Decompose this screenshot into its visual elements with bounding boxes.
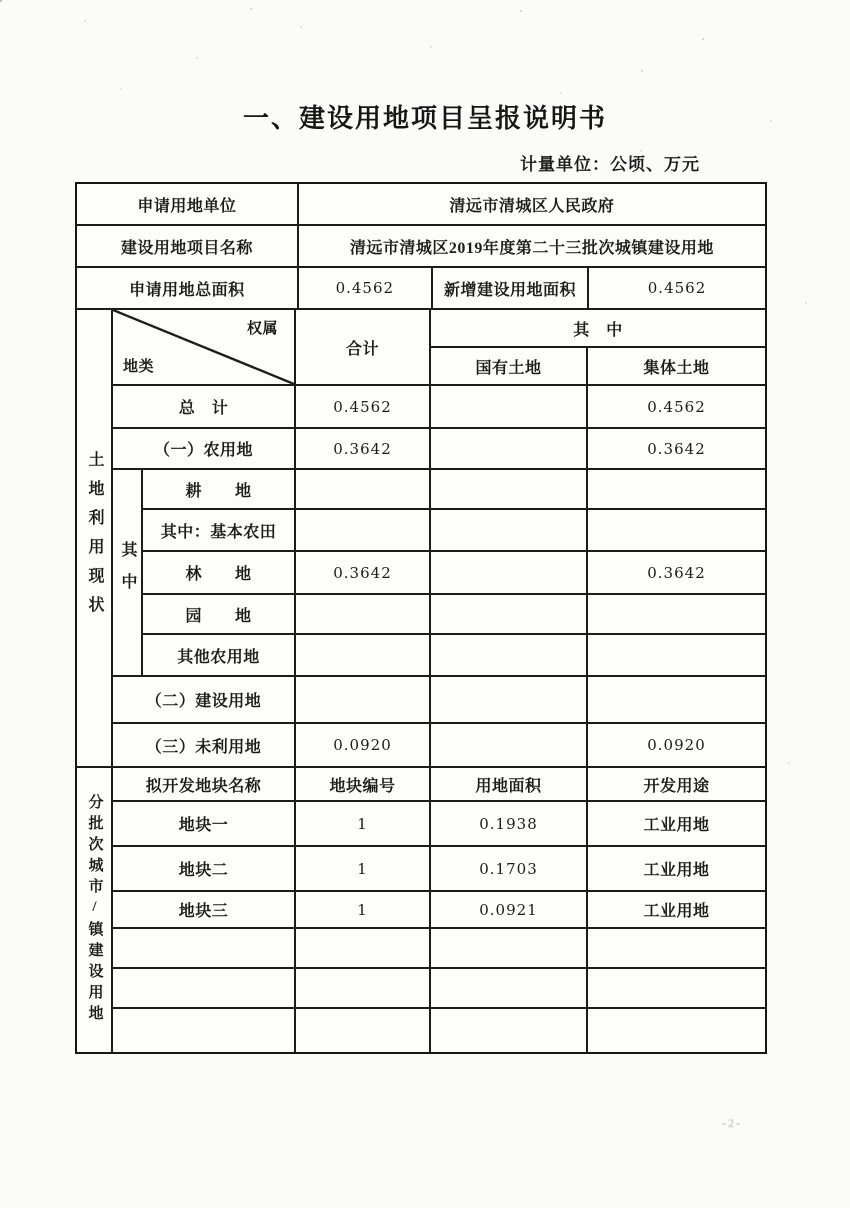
land-use-section xyxy=(77,310,765,768)
table-row-forest xyxy=(143,552,765,595)
new-area-label-cell: 新增建设用地面积 xyxy=(433,268,589,310)
table-row-agricultural xyxy=(113,429,765,470)
state-land-cell xyxy=(431,677,588,724)
page-title: 一、建设用地项目呈报说明书 xyxy=(242,103,607,133)
table-row-plot-3 xyxy=(113,892,765,929)
total-area-value-cell: 0.4562 xyxy=(299,268,433,310)
row-label-cell: 林 地 xyxy=(143,552,296,595)
total-cell: 0.4562 xyxy=(296,386,431,429)
table-row-unused xyxy=(113,724,765,768)
total-cell xyxy=(296,470,431,510)
plot-area-header: 用地面积 xyxy=(431,768,588,802)
plot-name-cell xyxy=(113,1009,296,1052)
total-cell: 0.0920 xyxy=(296,724,431,768)
plot-number-cell: 1 xyxy=(296,847,431,892)
plot-use-cell: 工业用地 xyxy=(588,802,765,847)
plots-section-label-cell xyxy=(77,768,113,1052)
collective-land-cell xyxy=(588,470,765,510)
collective-land-cell: 0.4562 xyxy=(588,386,765,429)
table-row-empty xyxy=(113,969,765,1009)
table-row-project xyxy=(77,226,765,268)
land-use-section-label-cell xyxy=(77,310,113,768)
state-land-cell xyxy=(431,595,588,635)
subgroup-label: 其中 xyxy=(119,540,136,605)
table-row-plot-2 xyxy=(113,847,765,892)
table-row-grand-total xyxy=(113,386,765,429)
project-value-cell: 清远市清城区2019年度第二十三批次城镇建设用地 xyxy=(299,226,765,268)
plot-number-cell: 1 xyxy=(296,892,431,929)
row-label-cell: （三）未利用地 xyxy=(113,724,296,768)
total-cell xyxy=(296,510,431,552)
plots-section xyxy=(77,768,765,1052)
scan-noise xyxy=(0,0,2,2)
agricultural-subgroup xyxy=(113,470,765,677)
plot-area-cell: 0.1938 xyxy=(431,802,588,847)
table-row-empty xyxy=(113,929,765,969)
plot-area-cell xyxy=(431,969,588,1009)
collective-land-cell xyxy=(588,635,765,677)
row-label-cell: 其他农用地 xyxy=(143,635,296,677)
plot-name-cell: 地块二 xyxy=(113,847,296,892)
land-use-header-row xyxy=(113,310,765,386)
report-table xyxy=(75,182,767,1054)
table-row-garden xyxy=(143,595,765,635)
plots-section-label: 分批次城市/镇建设用地 xyxy=(86,794,103,1026)
plot-number-cell xyxy=(296,929,431,969)
collective-land-cell xyxy=(588,595,765,635)
plot-name-cell: 地块三 xyxy=(113,892,296,929)
total-column-header: 合计 xyxy=(296,310,431,386)
plot-name-cell xyxy=(113,929,296,969)
plot-use-cell xyxy=(588,969,765,1009)
plot-use-cell: 工业用地 xyxy=(588,892,765,929)
row-label-cell: 总 计 xyxy=(113,386,296,429)
state-land-cell xyxy=(431,386,588,429)
table-row-area xyxy=(77,268,765,310)
plot-number-header: 地块编号 xyxy=(296,768,431,802)
new-area-value-cell: 0.4562 xyxy=(589,268,765,310)
plot-area-cell: 0.1703 xyxy=(431,847,588,892)
collective-land-cell: 0.3642 xyxy=(588,552,765,595)
land-use-section-label: 土地利用现状 xyxy=(86,451,103,625)
table-row-plot-1 xyxy=(113,802,765,847)
collective-land-cell xyxy=(588,677,765,724)
total-cell xyxy=(296,595,431,635)
state-land-cell xyxy=(431,429,588,470)
state-land-cell xyxy=(431,724,588,768)
state-land-cell xyxy=(431,552,588,595)
total-cell xyxy=(296,635,431,677)
plot-area-cell: 0.0921 xyxy=(431,892,588,929)
total-cell: 0.3642 xyxy=(296,429,431,470)
applicant-value-cell: 清远市清城区人民政府 xyxy=(299,184,765,226)
state-land-cell xyxy=(431,510,588,552)
diagonal-header-cell xyxy=(113,310,296,386)
total-cell xyxy=(296,677,431,724)
table-row-basic-farmland xyxy=(143,510,765,552)
plot-use-cell xyxy=(588,1009,765,1052)
table-row-construction xyxy=(113,677,765,724)
plots-body xyxy=(113,768,765,1052)
table-row-other-agricultural xyxy=(143,635,765,677)
collective-land-cell: 0.0920 xyxy=(588,724,765,768)
applicant-label-cell: 申请用地单位 xyxy=(77,184,299,226)
row-label-cell: （二）建设用地 xyxy=(113,677,296,724)
row-label-cell: （一）农用地 xyxy=(113,429,296,470)
table-row-applicant xyxy=(77,184,765,226)
collective-land-cell: 0.3642 xyxy=(588,429,765,470)
unit-note: 计量单位：公顷、万元 xyxy=(520,155,700,174)
plot-number-cell xyxy=(296,1009,431,1052)
state-land-cell xyxy=(431,470,588,510)
plot-number-cell xyxy=(296,969,431,1009)
plot-area-cell xyxy=(431,929,588,969)
plot-use-header: 开发用途 xyxy=(588,768,765,802)
state-land-cell xyxy=(431,635,588,677)
page-number-mark: -2- xyxy=(722,1116,742,1130)
subcategory-header-group xyxy=(431,310,765,386)
plot-name-cell xyxy=(113,969,296,1009)
total-cell: 0.3642 xyxy=(296,552,431,595)
subgroup-body xyxy=(143,470,765,677)
row-label-cell: 耕 地 xyxy=(143,470,296,510)
total-area-label-cell: 申请用地总面积 xyxy=(77,268,299,310)
project-label-cell: 建设用地项目名称 xyxy=(77,226,299,268)
plot-number-cell: 1 xyxy=(296,802,431,847)
state-land-header: 国有土地 xyxy=(431,348,588,386)
diagonal-label-landtype: 地类 xyxy=(123,359,155,375)
diagonal-label-ownership: 权属 xyxy=(246,321,278,337)
plot-name-header: 拟开发地块名称 xyxy=(113,768,296,802)
plot-name-cell: 地块一 xyxy=(113,802,296,847)
row-label-cell: 其中：基本农田 xyxy=(143,510,296,552)
among-which-header: 其 中 xyxy=(431,310,765,348)
land-use-body xyxy=(113,310,765,768)
table-row-cultivated xyxy=(143,470,765,510)
table-row-empty xyxy=(113,1009,765,1052)
collective-land-header: 集体土地 xyxy=(588,348,765,386)
plot-use-cell xyxy=(588,929,765,969)
row-label-cell: 园 地 xyxy=(143,595,296,635)
plots-header-row xyxy=(113,768,765,802)
subcategory-header-row xyxy=(431,348,765,386)
collective-land-cell xyxy=(588,510,765,552)
plot-use-cell: 工业用地 xyxy=(588,847,765,892)
subgroup-label-cell xyxy=(113,470,143,677)
plot-area-cell xyxy=(431,1009,588,1052)
